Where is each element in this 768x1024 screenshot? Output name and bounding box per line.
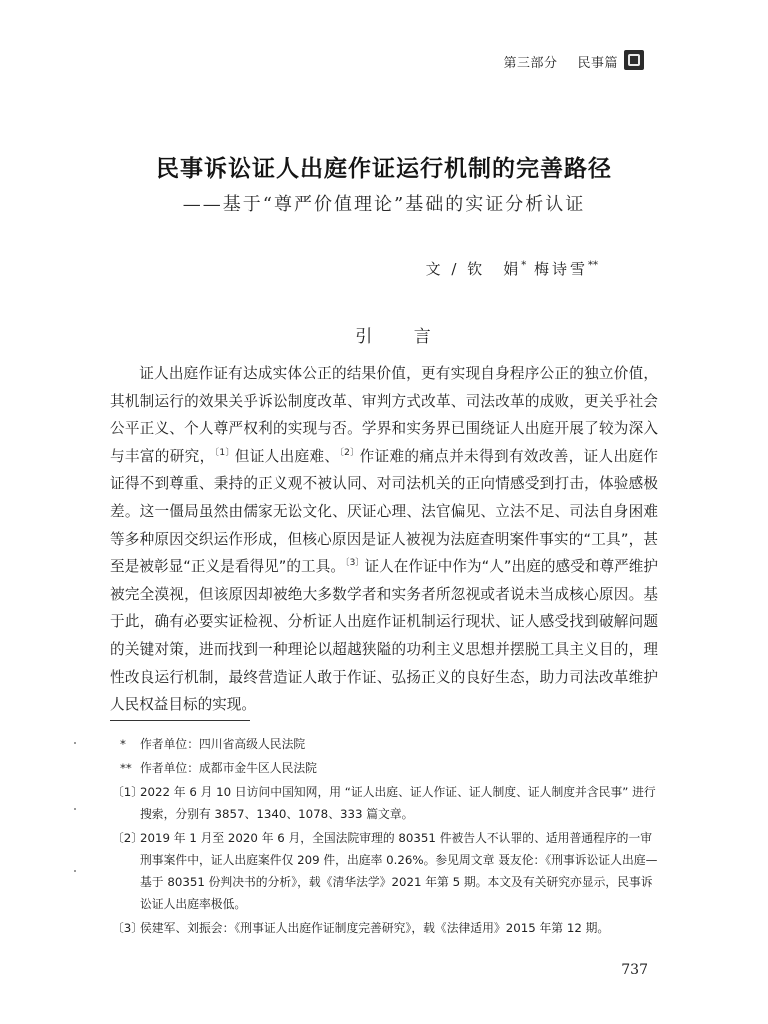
footnote-mark: * (120, 737, 126, 751)
footnote-divider (110, 720, 250, 721)
footnote-ref-3: 〔3〕 (345, 558, 365, 569)
body-segment-3: 作证难的痛点并未得到有效改善，证人出庭作证得不到尊重、秉持的正义观不被认同、对司法机关的正向情感受到打击，体验感极差。这一僵局虽然由儒家无讼文化、厌证心理、法官偏见、立法不足、司法自身困难等多种原因交织运作形成，但核心原因是证人被视为法庭查明案件事实的“工具”，甚至是被彰显“正义是看得见”的工具。 (110, 447, 658, 576)
body-paragraph (110, 360, 658, 719)
scan-speck (74, 870, 76, 872)
paper-title: 民事诉讼证人出庭作证运行机制的完善路径 (156, 155, 612, 182)
footnote-ref-1: 〔1〕 (214, 447, 235, 458)
footnote-text: 2022 年 6 月 10 日访问中国知网，用 “证人出庭、证人作证、证人制度、证人制度并含民事” 进行搜索，分别有 3857、1340、1078、333 篇文章。 (140, 785, 656, 821)
section-heading: 引 言 (355, 327, 449, 347)
footnote-text: 侯建军、刘振会：《刑事证人出庭作证制度完善研究》，载《法律适用》2015 年第 12 期。 (140, 921, 610, 935)
body-segment-1: 证人出庭作证有达成实体公正的结果价值，更有实现自身程序公正的独立价值，其机制运行的效果关乎诉讼制度改革、审判方式改革、司法改革的成败，更关乎社会公平正义、个人尊严权利的实现与否。学界和实务界已围绕证人出庭开展了较为深入与丰富的研究， (110, 365, 658, 465)
running-head-section: 民事篇 (577, 56, 618, 71)
footnote-text: 作者单位：成都市金牛区人民法院 (140, 761, 317, 775)
author-mark-1: * (521, 260, 527, 271)
footnote-ref-2: 〔2〕 (339, 447, 360, 458)
footnote-item (112, 917, 660, 939)
footnote-mark: 〔3〕 (112, 921, 144, 935)
footnote-item (112, 827, 660, 915)
footnote-item (112, 781, 660, 825)
scan-speck (74, 742, 76, 744)
scan-speck (74, 808, 76, 810)
footnotes (112, 733, 660, 941)
footnote-mark: 〔2〕 (112, 831, 144, 845)
author-second: 梅诗雪 (533, 260, 588, 278)
paper-subtitle: ——基于“尊严价值理论”基础的实证分析认证 (182, 194, 586, 215)
footnote-item (112, 757, 660, 779)
body-segment-2: 但证人出庭难、 (234, 447, 340, 465)
footnote-item (112, 733, 660, 755)
author-line (426, 258, 598, 279)
footnote-text: 作者单位：四川省高级人民法院 (140, 737, 306, 751)
body-segment-4: 证人在作证中作为“人”出庭的感受和尊严维护被完全漠视，但该原因却被绝大多数学者和实务者所忽视或者说未当成核心原因。基于此，确有必要实证检视、分析证人出庭作证机制运行现状、证人感受找到破解问题的关键对策，进而找到一种理论以超越狭隘的功利主义思想并摆脱工具主义目的，理性改良运行机制，最终营造证人敢于作证、弘扬正义的良好生态，助力司法改革维护人民权益目标的实现。 (110, 558, 659, 714)
author-prefix: 文 / 钦 娟 (425, 260, 522, 278)
footnote-mark: ** (120, 761, 132, 775)
footnote-mark: 〔1〕 (112, 785, 144, 799)
running-head-part: 第三部分 (503, 56, 558, 71)
running-head (503, 52, 618, 71)
page-number: 737 (621, 962, 648, 978)
author-mark-2: ** (588, 260, 598, 271)
footnote-text: 2019 年 1 月至 2020 年 6 月，全国法院审理的 80351 件被告人不认罪的、适用普通程序的一审刑事案件中，证人出庭案件仅 209 件，出庭率 0.26%。参见周文章 聂友伦：《刑事诉讼证人出庭—基于 80351 份判决书的分析》，载《清华法学》2021 年第 5 期。本文及有关研究亦显示，民事诉讼证人出庭率极低。 (140, 831, 658, 911)
book-emblem-icon (624, 50, 644, 70)
